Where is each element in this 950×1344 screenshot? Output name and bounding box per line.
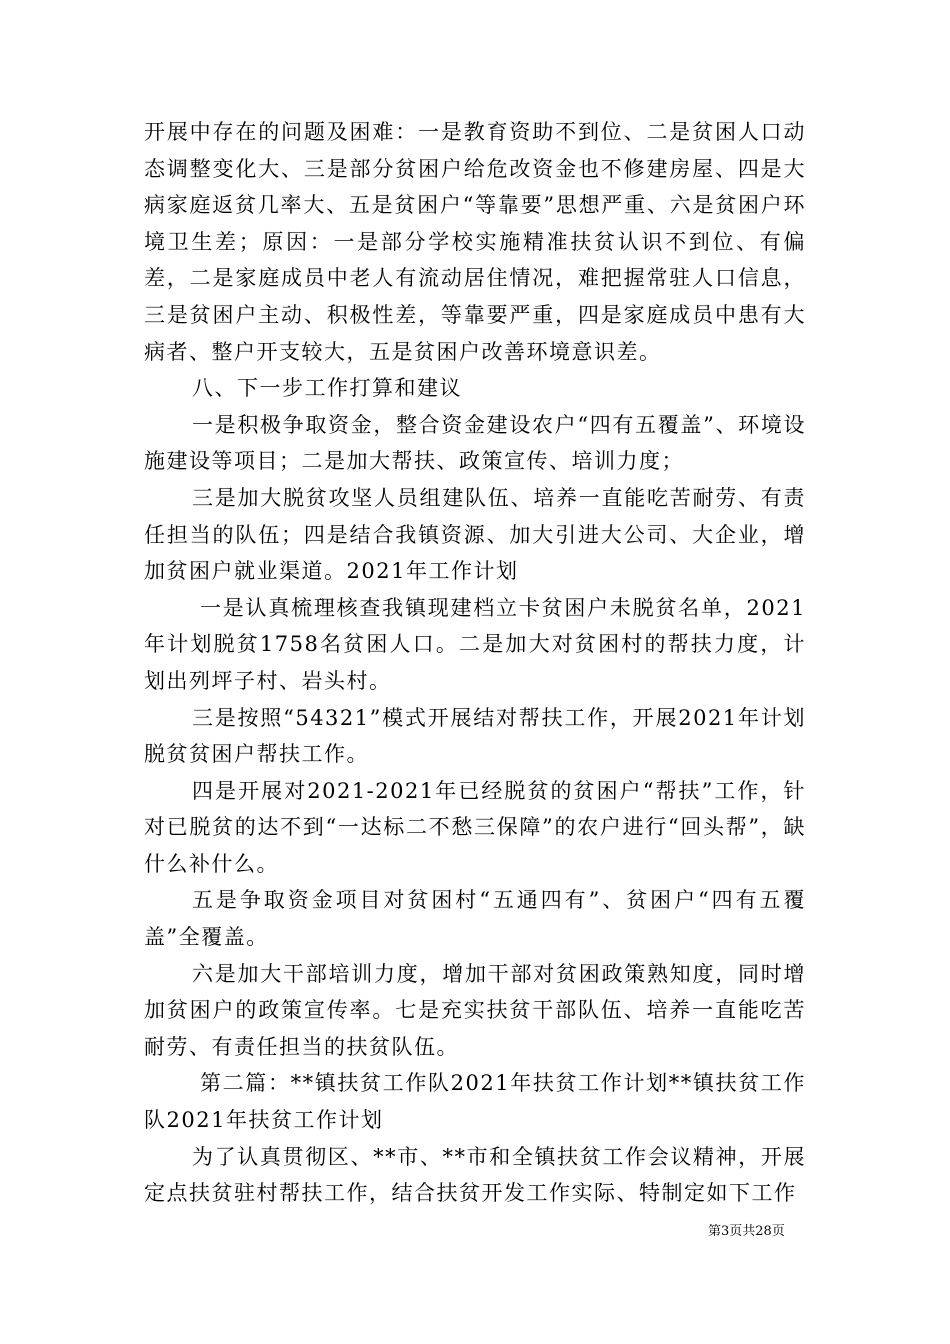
paragraph: 一是积极争取资金，整合资金建设农户“四有五覆盖”、环境设施建设等项目；二是加大帮扶、政策宣传、培训力度； (144, 412, 806, 474)
paragraph: 八、下一步工作打算和建议 (192, 376, 462, 401)
paragraph: 四是开展对2021-2021年已经脱贫的贫困户“帮扶”工作，针对已脱贫的达不到“一达标二不愁三保障”的农户进行“回头帮”，缺什么补什么。 (144, 778, 806, 876)
document-body (144, 114, 806, 1212)
page-number: 第3页共28页 (708, 1224, 785, 1239)
paragraph: 一是认真梳理核查我镇现建档立卡贫困户未脱贫名单，2021年计划脱贫1758名贫困人口。二是加大对贫困村的帮扶力度，计划出列坪子村、岩头村。 (144, 595, 806, 693)
paragraph: 为了认真贯彻区、**市、**市和全镇扶贫工作会议精神，开展定点扶贫驻村帮扶工作，结合扶贫开发工作实际、特制定如下工作 (144, 1144, 806, 1206)
paragraph: 第二篇：**镇扶贫工作队2021年扶贫工作计划**镇扶贫工作队2021年扶贫工作计划 (144, 1071, 806, 1133)
paragraph: 开展中存在的问题及困难：一是教育资助不到位、二是贫困人口动态调整变化大、三是部分贫困户给危改资金也不修建房屋、四是大病家庭返贫几率大、五是贫困户“等靠要”思想严重、六是贫困户环境卫生差；原因：一是部分学校实施精准扶贫认识不到位、有偏差，二是家庭成员中老人有流动居住情况，难把握常驻人口信息，三是贫困户主动、积极性差，等靠要严重，四是家庭成员中患有大病者、整户开支较大，五是贫困户改善环境意识差。 (144, 120, 806, 364)
paragraph: 三是按照“54321”模式开展结对帮扶工作，开展2021年计划脱贫贫困户帮扶工作。 (144, 705, 806, 767)
paragraph: 三是加大脱贫攻坚人员组建队伍、培养一直能吃苦耐劳、有责任担当的队伍；四是结合我镇资源、加大引进大公司、大企业，增加贫困户就业渠道。2021年工作计划 (144, 485, 806, 584)
paragraph: 六是加大干部培训力度，增加干部对贫困政策熟知度，同时增加贫困户的政策宣传率。七是充实扶贫干部队伍、培养一直能吃苦耐劳、有责任担当的扶贫队伍。 (144, 961, 806, 1059)
paragraph: 五是争取资金项目对贫困村“五通四有”、贫困户“四有五覆盖”全覆盖。 (144, 888, 806, 950)
